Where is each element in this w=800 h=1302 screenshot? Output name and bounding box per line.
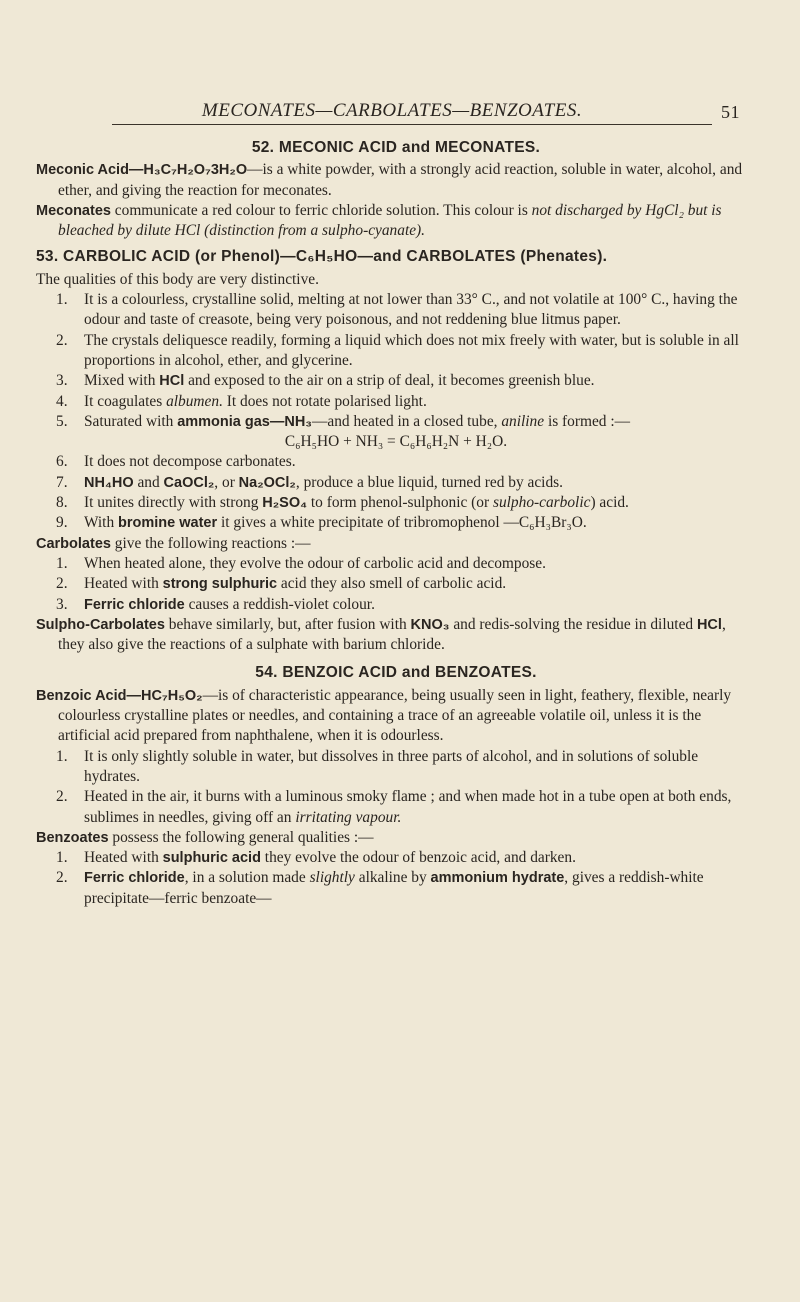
list-item: 6. It does not decompose carbonates. [56,453,296,471]
aniline-equation: C₆H₅HO + NH₃ = C₆H₆H₂N + H₂O. [284,433,508,451]
list-item: 7. NH₄HO and CaOCl₂, or Na₂OCl₂, produce a blue liquid, turned red by acids. [56,473,563,491]
running-head [112,100,740,125]
list-item: 8. It unites directly with strong H₂SO₄ to form phenol-sulphonic (or sulpho-carbolic) acid. [56,494,629,512]
list-item: 5. Saturated with ammonia gas—NH₃—and heated in a closed tube, aniline is formed :— [56,412,631,430]
list-item: 3. Mixed with HCl and exposed to the air on a strip of deal, it becomes greenish blue. [56,372,595,390]
running-title: MECONATES—CARBOLATES—BENZOATES. [201,100,583,121]
benzoates-qualities-list [36,848,756,909]
page-body [36,138,756,909]
page-number: 51 [721,102,740,122]
list-item: 2. Ferric chloride, in a solution made slightly alkaline by ammonium hydrate, gives a reddish-white precipitate—ferric benzoate— [56,869,704,907]
list-item: 1. Heated with sulphuric acid they evolve the odour of benzoic acid, and darken. [56,849,576,867]
section-54-heading: 54. BENZOIC ACID and BENZOATES. [255,664,537,682]
list-item: 1. It is a colourless, crystalline solid, melting at not lower than 33° C., and not volatile at 100° C., having the odour and taste of creasote, being very poisonous, and not reddening blue litmus paper. [56,291,738,329]
list-item: 2. Heated in the air, it burns with a luminous smoky flame ; and when made hot in a tube open at both ends, sublimes in needles, giving off an irritating vapour. [56,788,732,826]
meconic-acid-paragraph: Meconic Acid—H₃C₇H₂O₇3H₂O—is a white powder, with a strongly acid reaction, soluble in water, alcohol, and ether, and giving the reaction for meconates. [36,161,743,199]
section-53-heading: 53. CARBOLIC ACID (or Phenol)—C₆H₅HO—and CARBOLATES (Phenates). [36,248,608,266]
carbolic-intro: The qualities of this body are very distinctive. [36,270,319,288]
list-item: 4. It coagulates albumen. It does not rotate polarised light. [56,392,427,410]
list-item: 1. It is only slightly soluble in water, but dissolves in three parts of alcohol, and in solutions of soluble hydrates. [56,747,699,785]
carbolates-reactions-list [36,554,756,615]
list-item: 9. With bromine water it gives a white precipitate of tribromophenol —C₆H₃Br₃O. [56,514,587,532]
carbolates-paragraph: Carbolates give the following reactions :— [36,534,311,552]
section-52-heading: 52. MECONIC ACID and MECONATES. [251,139,541,156]
list-item: 3. Ferric chloride causes a reddish-violet colour. [56,595,375,613]
benzoates-paragraph: Benzoates possess the following general qualities :— [36,828,374,846]
benzoic-properties-list [36,747,756,828]
list-item: 1. When heated alone, they evolve the odour of carbolic acid and decompose. [56,554,546,572]
carbolic-properties-list [36,290,756,534]
sulpho-carbolates-paragraph: Sulpho-Carbolates behave similarly, but, after fusion with KNO₃ and redis-solving the residue in diluted HCl, they also give the reactions of a sulphate with barium chloride. [36,615,726,654]
list-item: 2. The crystals deliquesce readily, forming a liquid which does not mix freely with water, but is soluble in all proportions in alcohol, ether, and glycerine. [56,331,739,369]
meconates-paragraph: Meconates communicate a red colour to ferric chloride solution. This colour is not discharged by HgCl₂ but is bleached by dilute HCl (distinction from a sulpho-cyanate). [36,201,722,240]
benzoic-acid-paragraph: Benzoic Acid—HC₇H₅O₂—is of characteristic appearance, being usually seen in light, feathery, flexible, nearly colourless crystalline plates or needles, and containing a trace of an agreeable volatile oil, unless it is the artificial acid prepared from naphthalene, when it is odourless. [36,686,732,745]
list-item: 2. Heated with strong sulphuric acid they also smell of carbolic acid. [56,575,507,593]
